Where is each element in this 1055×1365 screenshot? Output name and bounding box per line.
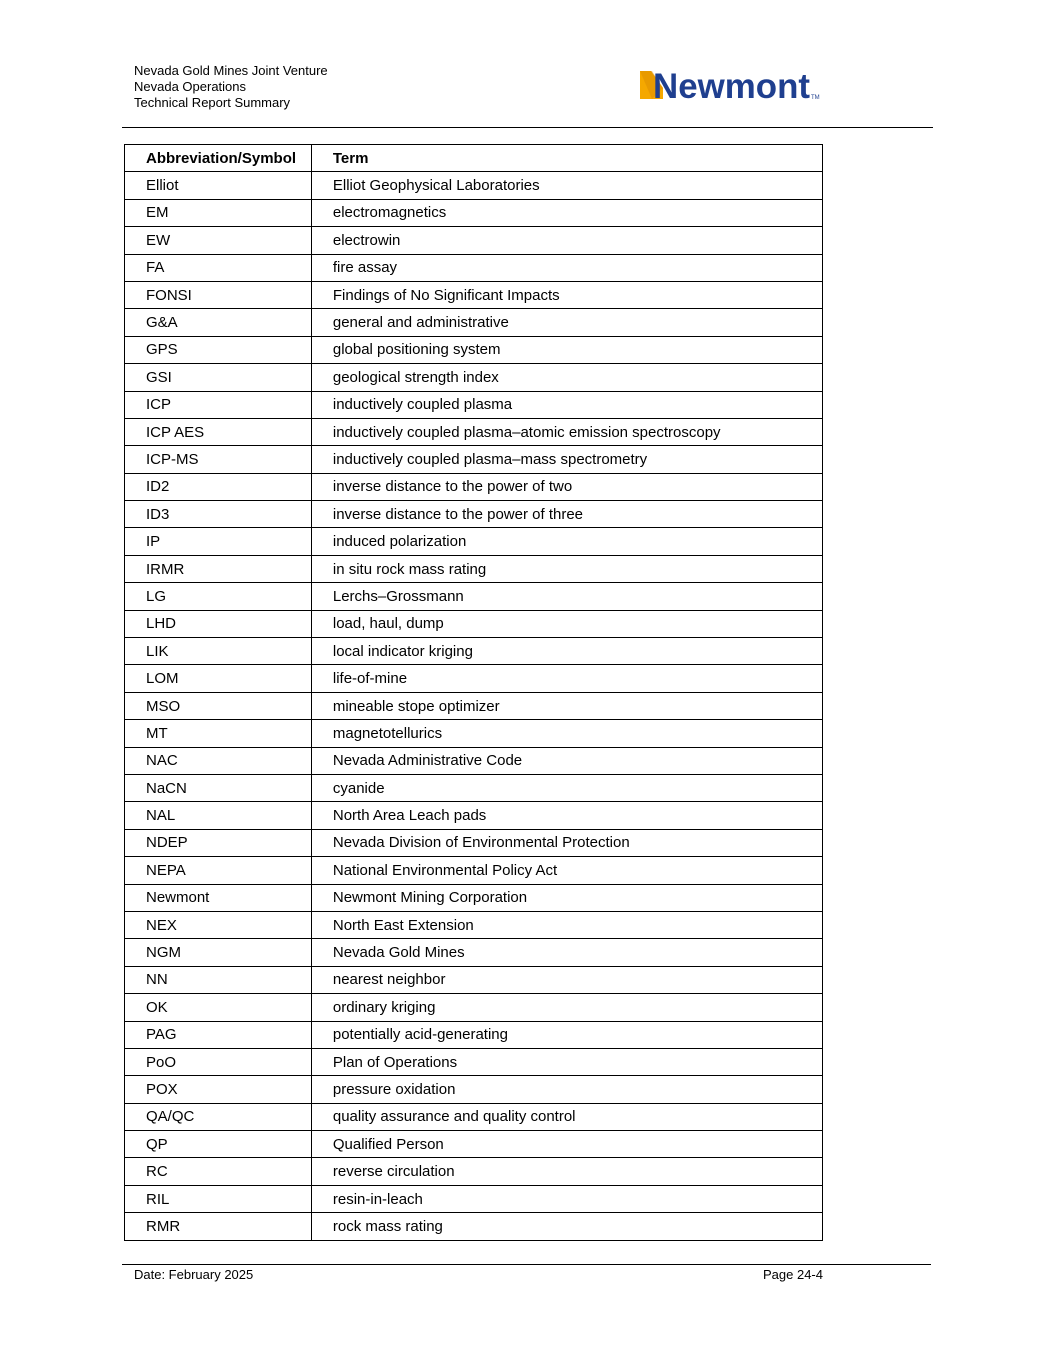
table-row <box>125 227 823 254</box>
term-cell: Elliot Geophysical Laboratories <box>311 172 822 199</box>
table-row <box>125 364 823 391</box>
table-row <box>125 1158 823 1185</box>
term-cell: ordinary kriging <box>311 994 822 1021</box>
abbreviation-cell: GPS <box>125 336 312 363</box>
table-row <box>125 199 823 226</box>
abbreviation-cell: MSO <box>125 692 312 719</box>
abbreviation-cell: OK <box>125 994 312 1021</box>
abbreviation-cell: Newmont <box>125 884 312 911</box>
term-cell: inductively coupled plasma–mass spectrometry <box>311 446 822 473</box>
column-header-abbreviation: Abbreviation/Symbol <box>125 145 312 172</box>
term-cell: inductively coupled plasma–atomic emission spectroscopy <box>311 418 822 445</box>
abbreviation-cell: PoO <box>125 1048 312 1075</box>
term-cell: global positioning system <box>311 336 822 363</box>
term-cell: mineable stope optimizer <box>311 692 822 719</box>
term-cell: Findings of No Significant Impacts <box>311 281 822 308</box>
table-header-row <box>125 145 823 172</box>
table-row <box>125 528 823 555</box>
term-cell: quality assurance and quality control <box>311 1103 822 1130</box>
table-row <box>125 665 823 692</box>
abbreviation-cell: LOM <box>125 665 312 692</box>
abbreviation-cell: NGM <box>125 939 312 966</box>
term-cell: potentially acid-generating <box>311 1021 822 1048</box>
table-row <box>125 583 823 610</box>
term-cell: rock mass rating <box>311 1213 822 1240</box>
table-row <box>125 939 823 966</box>
table-row <box>125 802 823 829</box>
abbreviation-cell: ID2 <box>125 473 312 500</box>
term-cell: geological strength index <box>311 364 822 391</box>
term-cell: load, haul, dump <box>311 610 822 637</box>
term-cell: electrowin <box>311 227 822 254</box>
table-row <box>125 254 823 281</box>
table-row <box>125 1021 823 1048</box>
term-cell: reverse circulation <box>311 1158 822 1185</box>
svg-text:TM: TM <box>811 95 820 101</box>
newmont-logo-graphic <box>638 68 823 102</box>
term-cell: Plan of Operations <box>311 1048 822 1075</box>
abbreviation-cell: FA <box>125 254 312 281</box>
abbreviation-cell: IP <box>125 528 312 555</box>
footer-divider <box>122 1264 931 1265</box>
table-row <box>125 692 823 719</box>
abbreviation-cell: LG <box>125 583 312 610</box>
table-row <box>125 1131 823 1158</box>
abbreviation-cell: ICP-MS <box>125 446 312 473</box>
abbreviation-cell: FONSI <box>125 281 312 308</box>
term-cell: Qualified Person <box>311 1131 822 1158</box>
abbreviation-cell: NEPA <box>125 857 312 884</box>
term-cell: fire assay <box>311 254 822 281</box>
abbreviation-cell: EM <box>125 199 312 226</box>
table-row <box>125 172 823 199</box>
table-body <box>125 172 823 1240</box>
term-cell: local indicator kriging <box>311 638 822 665</box>
table-row <box>125 1185 823 1212</box>
term-cell: pressure oxidation <box>311 1076 822 1103</box>
table-row <box>125 747 823 774</box>
abbreviation-cell: NN <box>125 966 312 993</box>
footer-date: Date: February 2025 <box>134 1267 254 1282</box>
term-cell: National Environmental Policy Act <box>311 857 822 884</box>
term-cell: inverse distance to the power of three <box>311 501 822 528</box>
table-row <box>125 501 823 528</box>
term-cell: resin-in-leach <box>311 1185 822 1212</box>
table-row <box>125 1048 823 1075</box>
term-cell: Nevada Gold Mines <box>311 939 822 966</box>
abbreviation-cell: GSI <box>125 364 312 391</box>
table-row <box>125 1213 823 1240</box>
abbreviation-cell: G&A <box>125 309 312 336</box>
table-row <box>125 610 823 637</box>
table-row <box>125 555 823 582</box>
abbreviation-cell: QP <box>125 1131 312 1158</box>
abbreviation-cell: ICP AES <box>125 418 312 445</box>
abbreviation-cell: ICP <box>125 391 312 418</box>
term-cell: inverse distance to the power of two <box>311 473 822 500</box>
table-row <box>125 391 823 418</box>
table-row <box>125 418 823 445</box>
table-row <box>125 884 823 911</box>
term-cell: inductively coupled plasma <box>311 391 822 418</box>
table-row <box>125 638 823 665</box>
table-row <box>125 966 823 993</box>
term-cell: life-of-mine <box>311 665 822 692</box>
abbreviation-cell: ID3 <box>125 501 312 528</box>
table-row <box>125 774 823 801</box>
table-row <box>125 720 823 747</box>
abbreviation-cell: IRMR <box>125 555 312 582</box>
header-line-operations: Nevada Operations <box>134 79 247 94</box>
term-cell: in situ rock mass rating <box>311 555 822 582</box>
page-number: Page 24-4 <box>763 1267 823 1282</box>
term-cell: nearest neighbor <box>311 966 822 993</box>
term-cell: electromagnetics <box>311 199 822 226</box>
abbreviation-cell: NAL <box>125 802 312 829</box>
term-cell: induced polarization <box>311 528 822 555</box>
header-divider <box>122 127 933 128</box>
table-row <box>125 857 823 884</box>
term-cell: Nevada Administrative Code <box>311 747 822 774</box>
column-header-term: Term <box>311 145 822 172</box>
table-row <box>125 911 823 938</box>
table-row <box>125 994 823 1021</box>
header-text <box>134 63 328 111</box>
term-cell: North East Extension <box>311 911 822 938</box>
term-cell: cyanide <box>311 774 822 801</box>
table-row <box>125 281 823 308</box>
newmont-logo <box>638 68 823 102</box>
abbreviation-cell: PAG <box>125 1021 312 1048</box>
abbreviation-cell: MT <box>125 720 312 747</box>
term-cell: Nevada Division of Environmental Protection <box>311 829 822 856</box>
abbreviation-cell: NaCN <box>125 774 312 801</box>
term-cell: general and administrative <box>311 309 822 336</box>
header-line-company: Nevada Gold Mines Joint Venture <box>134 63 328 78</box>
header-line-report: Technical Report Summary <box>134 95 291 110</box>
table-row <box>125 446 823 473</box>
table-row <box>125 309 823 336</box>
table-row <box>125 1076 823 1103</box>
abbreviation-cell: POX <box>125 1076 312 1103</box>
table-row <box>125 829 823 856</box>
term-cell: Newmont Mining Corporation <box>311 884 822 911</box>
term-cell: Lerchs–Grossmann <box>311 583 822 610</box>
abbreviation-cell: NDEP <box>125 829 312 856</box>
term-cell: North Area Leach pads <box>311 802 822 829</box>
table-row <box>125 336 823 363</box>
abbreviation-cell: NAC <box>125 747 312 774</box>
table-row <box>125 1103 823 1130</box>
abbreviation-cell: EW <box>125 227 312 254</box>
abbreviation-cell: Elliot <box>125 172 312 199</box>
abbreviation-cell: QA/QC <box>125 1103 312 1130</box>
abbreviation-cell: LIK <box>125 638 312 665</box>
abbreviation-cell: RC <box>125 1158 312 1185</box>
table-row <box>125 473 823 500</box>
abbreviation-cell: RIL <box>125 1185 312 1212</box>
svg-text:Newmont: Newmont <box>653 68 811 102</box>
term-cell: magnetotellurics <box>311 720 822 747</box>
abbreviations-table <box>124 144 823 1241</box>
abbreviation-cell: NEX <box>125 911 312 938</box>
abbreviation-cell: RMR <box>125 1213 312 1240</box>
abbreviation-cell: LHD <box>125 610 312 637</box>
